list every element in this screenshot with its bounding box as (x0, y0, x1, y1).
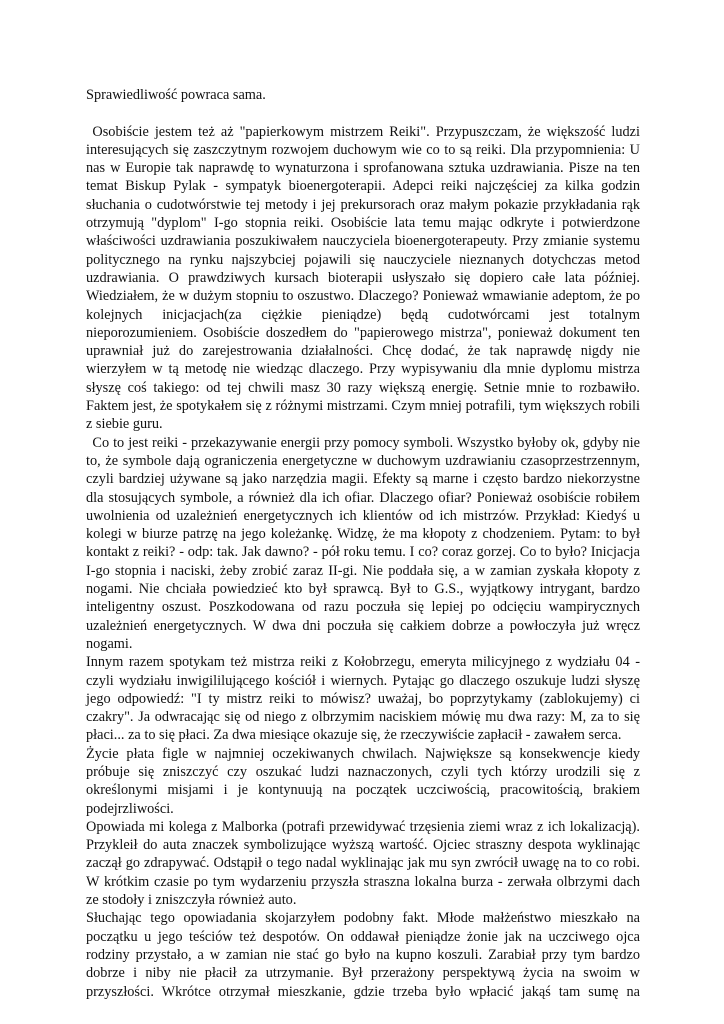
paragraph-life-tricks: Życie płata figle w najmniej oczekiwanych chwilach. Największe są konsekwencje kiedy próbuje się zniszczyć czy oszukać ludzi naznaczonych, czyli tych którzy urodzili się z określonymi misjami i je kontynuują na początek uczciwością, pracowitością, brakiem podejrzliwości. (86, 745, 640, 817)
document-title: Sprawiedliwość powraca sama. (86, 87, 266, 103)
paragraph-what-is-reiki: Co to jest reiki - przekazywanie energii przy pomocy symboli. Wszystko byłoby ok, gdyby nie to, że symbole dają ograniczenia energetyczne w duchowym uzdrawianiu czasoprzestrzennym, czyli bardziej używane są jako narzędzia magii. Efekty są marne i często bardzo niekorzystne dla stosujących symbole, a również dla ich ofiar. Dlaczego ofiar? Ponieważ osobiście robiłem uwolnienia od uzależnień energetycznych ich klientów od ich mistrzów. Przykład: Kiedyś u kolegi w biurze patrzę na jego koleżankę. Widzę, że ma kłopoty z chodzeniem. Pytam: to był kontakt z reiki? - odp: tak. Jak dawno? - pół roku temu. I co? coraz gorzej. Co to było? Inicjacja I-go stopnia i naciski, żeby zrobić zaraz II-gi. Nie poddała się, a w zamian zyskała kłopoty z nogami. Nie chciała powiedzieć kto był sprawcą. Był to G.S., wyjątkowy intrygant, bardzo inteligentny oszust. Poszkodowana od razu poczuła się lepiej po odcięciu wampirycznych uzależnień energetycznych. W dwa dni poczuła się całkiem dobrze a powłoczyła już wręcz nogami. (86, 434, 640, 652)
paragraph-reiki-master: Osobiście jestem też aż "papierkowym mistrzem Reiki". Przypuszczam, że większość ludzi interesujących się zaszczytnym rozwojem duchowym wie co to są reiki. Dla przypomnienia: U nas w Europie tak naprawdę to wynaturzona i sprofanowana sztuka uzdrawiania. Pisze na ten temat Biskup Pylak - sympatyk bioenergoterapii. Adepci reiki najczęściej za kilka godzin słuchania o cudotwórstwie tej metody i jej prekursorach oraz małym pokazie przykładania rąk otrzymują "dyplom" I-go stopnia reiki. Osobiście lata temu mając odkryte i potwierdzone właściwości uzdrawiania poszukiwałem nauczyciela bioenergoterapeuty. Przy zmianie systemu politycznego na rynku najszybciej pojawili się nauczyciele nieznanych dotychczas metod uzdrawiania. O prawdziwych kursach bioterapii usłyszało się dopiero całe lata później. Wiedziałem, że w dużym stopniu to oszustwo. Dlaczego? Ponieważ wmawianie adeptom, że po kolejnych inicjacjach(za ciężkie pieniądze) będą cudotwórcami jest totalnym nieporozumieniem. Osobiście doszedłem do "papierowego mistrza", ponieważ dokument ten uprawniał już do zarejestrowania działalności. Chcę dodać, że tak naprawdę nigdy nie wierzyłem w tą metodę nie wiedząc dlaczego. Przy wypisywaniu dla mnie dyplomu mistrza słyszę coś takiego: od tej chwili masz 30 razy większą energię. Setnie mnie to rozbawiło. Faktem jest, że spotykałem się z różnymi mistrzami. Czym mniej potrafili, tym większych robili z siebie guru. (86, 123, 640, 433)
document-page (86, 86, 640, 1001)
paragraph-kolobrzeg: Innym razem spotykam też mistrza reiki z Kołobrzegu, emeryta milicyjnego z wydziału 04 - czyli wydziału inwigililującego kościół i wiernych. Pytając go dlaczego oszukuje ludzi słyszę jego odpowiedź: "I ty mistrz reiki to mówisz? uważaj, bo poprzytykamy (zablokujemy) ci czakry". Ja odwracając się od niego z olbrzymim naciskiem mówię mu dwa razy: M, za to się płaci... za to się płaci. Za dwa miesiące okazuje się, że rzeczywiście zapłacił - zawałem serca. (86, 654, 640, 744)
paragraph-young-couple: Słuchając tego opowiadania skojarzyłem podobny fakt. Młode małżeństwo mieszkało na początku u jego teściów też despotów. On oddawał pieniądze żonie jak na uczciwego ojca rodziny przystało, a w zamian nie stać go było na kupno koszuli. Zarabiał przy tym bardzo dobrze i niby nie płacił za utrzymanie. Był przerażony perspektywą życia na swoim w przyszłości. Wkrótce otrzymał mieszkanie, gdzie trzeba było wpłacić jakąś tam sumę na (86, 910, 640, 1000)
paragraph-malbork: Opowiada mi kolega z Malborka (potrafi przewidywać trzęsienia ziemi wraz z ich lokalizacją). Przykleił do auta znaczek symbolizujące wyższą wartość. Ojciec straszny despota wyklinając zaczął go zdrapywać. Odstąpił o tego nadal wyklinając jak mu syn zwrócił uwagę na to co robi. W krótkim czasie po tym wydarzeniu przyszła straszna lokalna burza - zerwała olbrzymi dach ze stodoły i zniszczyła również auto. (86, 818, 640, 909)
